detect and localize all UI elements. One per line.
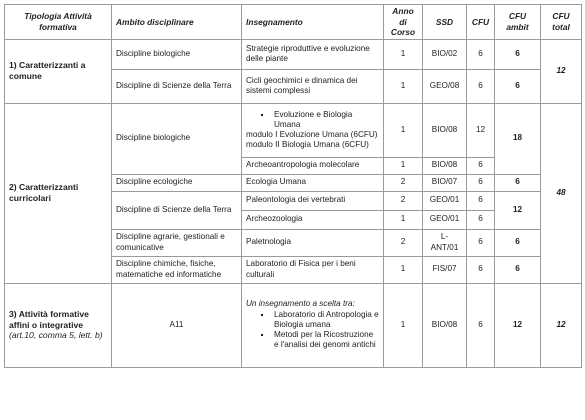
cfu-ambit-cell: 6	[495, 229, 541, 256]
insegnamento-cell: Paleontologia dei vertebrati	[242, 191, 384, 210]
ssd-cell: L-ANT/01	[423, 229, 467, 256]
cfu-ambit-cell: 12	[495, 191, 541, 229]
ssd-cell: BIO/08	[423, 157, 467, 174]
study-plan-table	[4, 4, 582, 368]
cfu-cell: 6	[467, 69, 495, 103]
ssd-cell: BIO/07	[423, 174, 467, 191]
anno-cell: 2	[384, 174, 423, 191]
insegnamento-cell	[242, 283, 384, 367]
ambito-cell: Discipline ecologiche	[112, 174, 242, 191]
header-cfu: CFU	[467, 5, 495, 40]
ambito-cell: Discipline agrarie, gestionali e comunicative	[112, 229, 242, 256]
cfu-ambit-cell: 6	[495, 174, 541, 191]
cfu-cell: 6	[467, 283, 495, 367]
ambito-cell: Discipline chimiche, fisiche, matematiche ed informatiche	[112, 256, 242, 283]
cfu-cell: 6	[467, 191, 495, 210]
module-line: modulo I Evoluzione Umana (6CFU)	[246, 130, 378, 139]
anno-cell: 1	[384, 283, 423, 367]
ambito-cell: Discipline biologiche	[112, 103, 242, 174]
ambito-cell: Discipline di Scienze della Terra	[112, 69, 242, 103]
cfu-total-cell: 12	[541, 39, 582, 103]
cfu-ambit-cell: 6	[495, 69, 541, 103]
ssd-cell: BIO/08	[423, 103, 467, 157]
ambito-cell: A11	[112, 283, 242, 367]
choice-intro: Un insegnamento a scelta tra:	[246, 299, 355, 309]
cfu-ambit-cell: 6	[495, 39, 541, 69]
cfu-cell: 6	[467, 229, 495, 256]
list-item: ▪ Metodi per la Ricostruzione e l'analisi dei genomi antichi	[272, 330, 379, 351]
insegnamento-cell: Archeoantropologia molecolare	[242, 157, 384, 174]
module-line: modulo II Biologia Umana (6CFU)	[246, 140, 369, 150]
header-cfu-ambit: CFU ambit	[495, 5, 541, 40]
anno-cell: 1	[384, 39, 423, 69]
insegnamento-cell: Cicli geochimici e dinamica dei sistemi complessi	[242, 69, 384, 103]
anno-cell: 2	[384, 191, 423, 210]
table-row	[5, 39, 582, 69]
insegnamento-cell	[242, 103, 384, 157]
header-anno: Anno di Corso	[384, 5, 423, 40]
insegnamento-cell: Ecologia Umana	[242, 174, 384, 191]
anno-cell: 2	[384, 229, 423, 256]
ambito-cell: Discipline di Scienze della Terra	[112, 191, 242, 229]
header-cfu-total: CFU total	[541, 5, 582, 40]
cfu-cell: 6	[467, 210, 495, 229]
ambito-cell: Discipline biologiche	[112, 39, 242, 69]
insegnamento-cell: Laboratorio di Fisica per i beni culturali	[242, 256, 384, 283]
ssd-cell: GEO/08	[423, 69, 467, 103]
cfu-ambit-cell: 12	[495, 283, 541, 367]
table-row	[5, 103, 582, 157]
insegnamento-bullet-list	[246, 110, 379, 131]
cfu-cell: 6	[467, 174, 495, 191]
tipologia-label: 3) Attività formative affini o integrative	[9, 308, 89, 330]
table-row	[5, 283, 582, 367]
cfu-cell: 6	[467, 39, 495, 69]
tipologia-cell	[5, 283, 112, 367]
ssd-cell: BIO/02	[423, 39, 467, 69]
ssd-cell: BIO/08	[423, 283, 467, 367]
insegnamento-cell: Strategie riproduttive e evoluzione delle piante	[242, 39, 384, 69]
ssd-cell: FIS/07	[423, 256, 467, 283]
header-ssd: SSD	[423, 5, 467, 40]
anno-cell: 1	[384, 157, 423, 174]
list-item: ▪ Evoluzione e Biologia Umana	[272, 110, 379, 131]
anno-cell: 1	[384, 256, 423, 283]
choice-list	[246, 310, 379, 351]
ssd-cell: GEO/01	[423, 191, 467, 210]
insegnamento-cell: Paletnologia	[242, 229, 384, 256]
cfu-total-cell: 48	[541, 103, 582, 283]
cfu-cell: 6	[467, 256, 495, 283]
cfu-ambit-cell: 6	[495, 256, 541, 283]
anno-cell: 1	[384, 210, 423, 229]
header-insegnamento: Insegnamento	[242, 5, 384, 40]
cfu-total-cell: 12	[541, 283, 582, 367]
tipologia-cell: 2) Caratterizzanti curricolari	[5, 103, 112, 283]
cfu-cell: 12	[467, 103, 495, 157]
list-item: ▪ Laboratorio di Antropologia e Biologia umana	[272, 310, 379, 331]
anno-cell: 1	[384, 103, 423, 157]
header-ambito: Ambito disciplinare	[112, 5, 242, 40]
tipologia-note: (art.10, comma 5, lett. b)	[9, 330, 103, 341]
tipologia-cell: 1) Caratterizzanti a comune	[5, 39, 112, 103]
ssd-cell: GEO/01	[423, 210, 467, 229]
header-row	[5, 5, 582, 40]
header-tipologia: Tipologia Attività formativa	[5, 5, 112, 40]
cfu-ambit-cell: 18	[495, 103, 541, 174]
anno-cell: 1	[384, 69, 423, 103]
cfu-cell: 6	[467, 157, 495, 174]
insegnamento-cell: Archeozoologia	[242, 210, 384, 229]
